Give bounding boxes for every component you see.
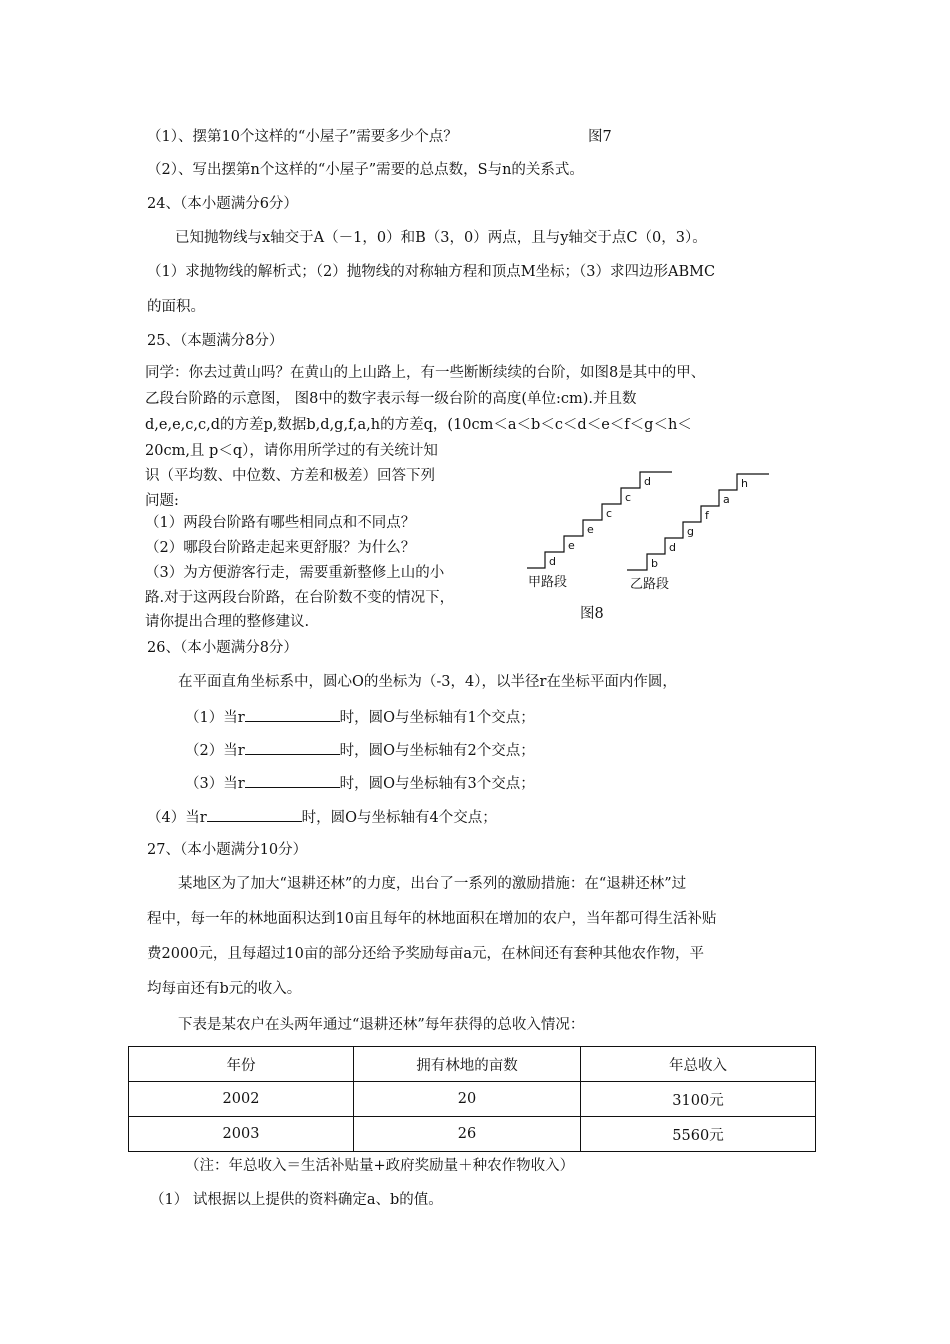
q27-line: 程中，每一年的林地面积达到10亩且每年的林地面积在增加的农户，当年都可得生活补贴 <box>147 911 717 927</box>
staircase-right-labels <box>651 477 748 570</box>
q26-stem: 在平面直角坐标系中，圆心O的坐标为（-3，4），以半径r在坐标平面内作圆， <box>178 674 677 690</box>
step-height-label: d <box>669 541 676 554</box>
figure-8-caption: 图8 <box>580 606 604 622</box>
q25-line: （1）两段台阶路有哪些相同点和不同点？ <box>145 515 416 531</box>
table-row <box>129 1082 816 1117</box>
step-height-label: d <box>549 555 556 568</box>
step-height-label: f <box>705 509 709 522</box>
table-header: 拥有林地的亩数 <box>354 1047 581 1082</box>
q27-sub1: （1） 试根据以上提供的资料确定a、b的值。 <box>150 1192 443 1208</box>
income-table <box>128 1046 816 1152</box>
q23-sub1: （1）、摆第10个这样的“小屋子”需要多少个点？ <box>147 129 458 145</box>
staircase-left-labels <box>549 475 651 568</box>
step-height-label: e <box>587 523 594 536</box>
q26-item: （4）当r 时，圆O与坐标轴有4个交点； <box>147 807 497 828</box>
step-height-label: h <box>741 477 748 490</box>
table-row <box>129 1117 816 1152</box>
table-cell: 2002 <box>129 1082 354 1117</box>
q25-line: （2）哪段台阶路走起来更舒服？为什么？ <box>145 540 416 556</box>
q24-asks: （1）求抛物线的解析式；（2）抛物线的对称轴方程和顶点M坐标；（3）求四边形ABMC <box>147 264 716 280</box>
table-cell: 20 <box>354 1082 581 1117</box>
q25-line: 乙段台阶路的示意图， 图8中的数字表示每一级台阶的高度(单位:cm).并且数 <box>145 391 637 407</box>
step-height-label: e <box>568 539 575 552</box>
q27-line: 费2000元，且每超过10亩的部分还给予奖励每亩a元，在林间还有套种其他农作物，平 <box>147 946 704 962</box>
q25-line: 同学：你去过黄山吗？在黄山的上山路上，有一些断断续续的台阶，如图8是其中的甲、 <box>145 365 706 381</box>
table-cell: 26 <box>354 1117 581 1152</box>
answer-blank <box>245 773 340 788</box>
step-height-label: c <box>625 491 632 504</box>
q25-line: 请你提出合理的整修建议. <box>145 614 310 630</box>
q27-header: 27、（本小题满分10分） <box>147 842 308 858</box>
q25-line: 问题: <box>145 493 179 509</box>
q24-stem: 已知抛物线与x轴交于A（－1，0）和B（3，0）两点，且与y轴交于点C（0，3）。 <box>175 230 707 246</box>
q26-item: （2）当r 时，圆O与坐标轴有2个交点； <box>185 740 535 761</box>
q26-item: （1）当r 时，圆O与坐标轴有1个交点； <box>185 707 535 728</box>
q25-line: d,e,e,c,c,d的方差p,数据b,d,g,f,a,h的方差q，(10cm＜a＜b＜c＜d＜e＜f＜g＜h＜ <box>145 417 692 433</box>
table-header: 年份 <box>129 1047 354 1082</box>
q27-table-intro: 下表是某农户在头两年通过“退耕还林”每年获得的总收入情况： <box>178 1017 585 1033</box>
table-header-row <box>129 1047 816 1082</box>
q24-header: 24、（本小题满分6分） <box>147 196 298 212</box>
q25-header: 25、（本题满分8分） <box>147 333 284 349</box>
table-header: 年总收入 <box>581 1047 816 1082</box>
figure-7-caption: 图7 <box>588 129 612 145</box>
answer-blank <box>207 807 302 822</box>
table-cell: 5560元 <box>581 1117 816 1152</box>
step-height-label: a <box>723 493 730 506</box>
table-cell: 2003 <box>129 1117 354 1152</box>
q25-line: （3）为方便游客行走，需要重新整修上山的小 <box>145 565 445 581</box>
q24-asks-cont: 的面积。 <box>147 299 205 315</box>
q27-line: 均每亩还有b元的收入。 <box>147 981 302 997</box>
q27-line: 某地区为了加大“退耕还林”的力度，出台了一系列的激励措施：在“退耕还林”过 <box>178 876 687 892</box>
step-height-label: d <box>644 475 651 488</box>
table-cell: 3100元 <box>581 1082 816 1117</box>
q25-line: 路.对于这两段台阶路，在台阶数不变的情况下， <box>145 590 455 606</box>
step-height-label: g <box>687 525 694 538</box>
q25-line: 识（平均数、中位数、方差和极差）回答下列 <box>145 468 435 484</box>
left-path-label: 甲路段 <box>528 575 568 590</box>
step-height-label: b <box>651 557 658 570</box>
q27-note: （注：年总收入＝生活补贴量+政府奖励量＋种农作物收入） <box>185 1158 575 1174</box>
right-path-label: 乙路段 <box>630 577 670 592</box>
q26-item: （3）当r 时，圆O与坐标轴有3个交点； <box>185 773 535 794</box>
q26-header: 26、（本小题满分8分） <box>147 640 298 656</box>
q23-sub2: （2）、写出摆第n个这样的“小屋子”需要的总点数，S与n的关系式。 <box>147 162 584 178</box>
step-height-label: c <box>606 507 613 520</box>
answer-blank <box>245 740 340 755</box>
q25-line: 20cm,且 p＜q），请你用所学过的有关统计知 <box>145 443 438 459</box>
answer-blank <box>245 707 340 722</box>
